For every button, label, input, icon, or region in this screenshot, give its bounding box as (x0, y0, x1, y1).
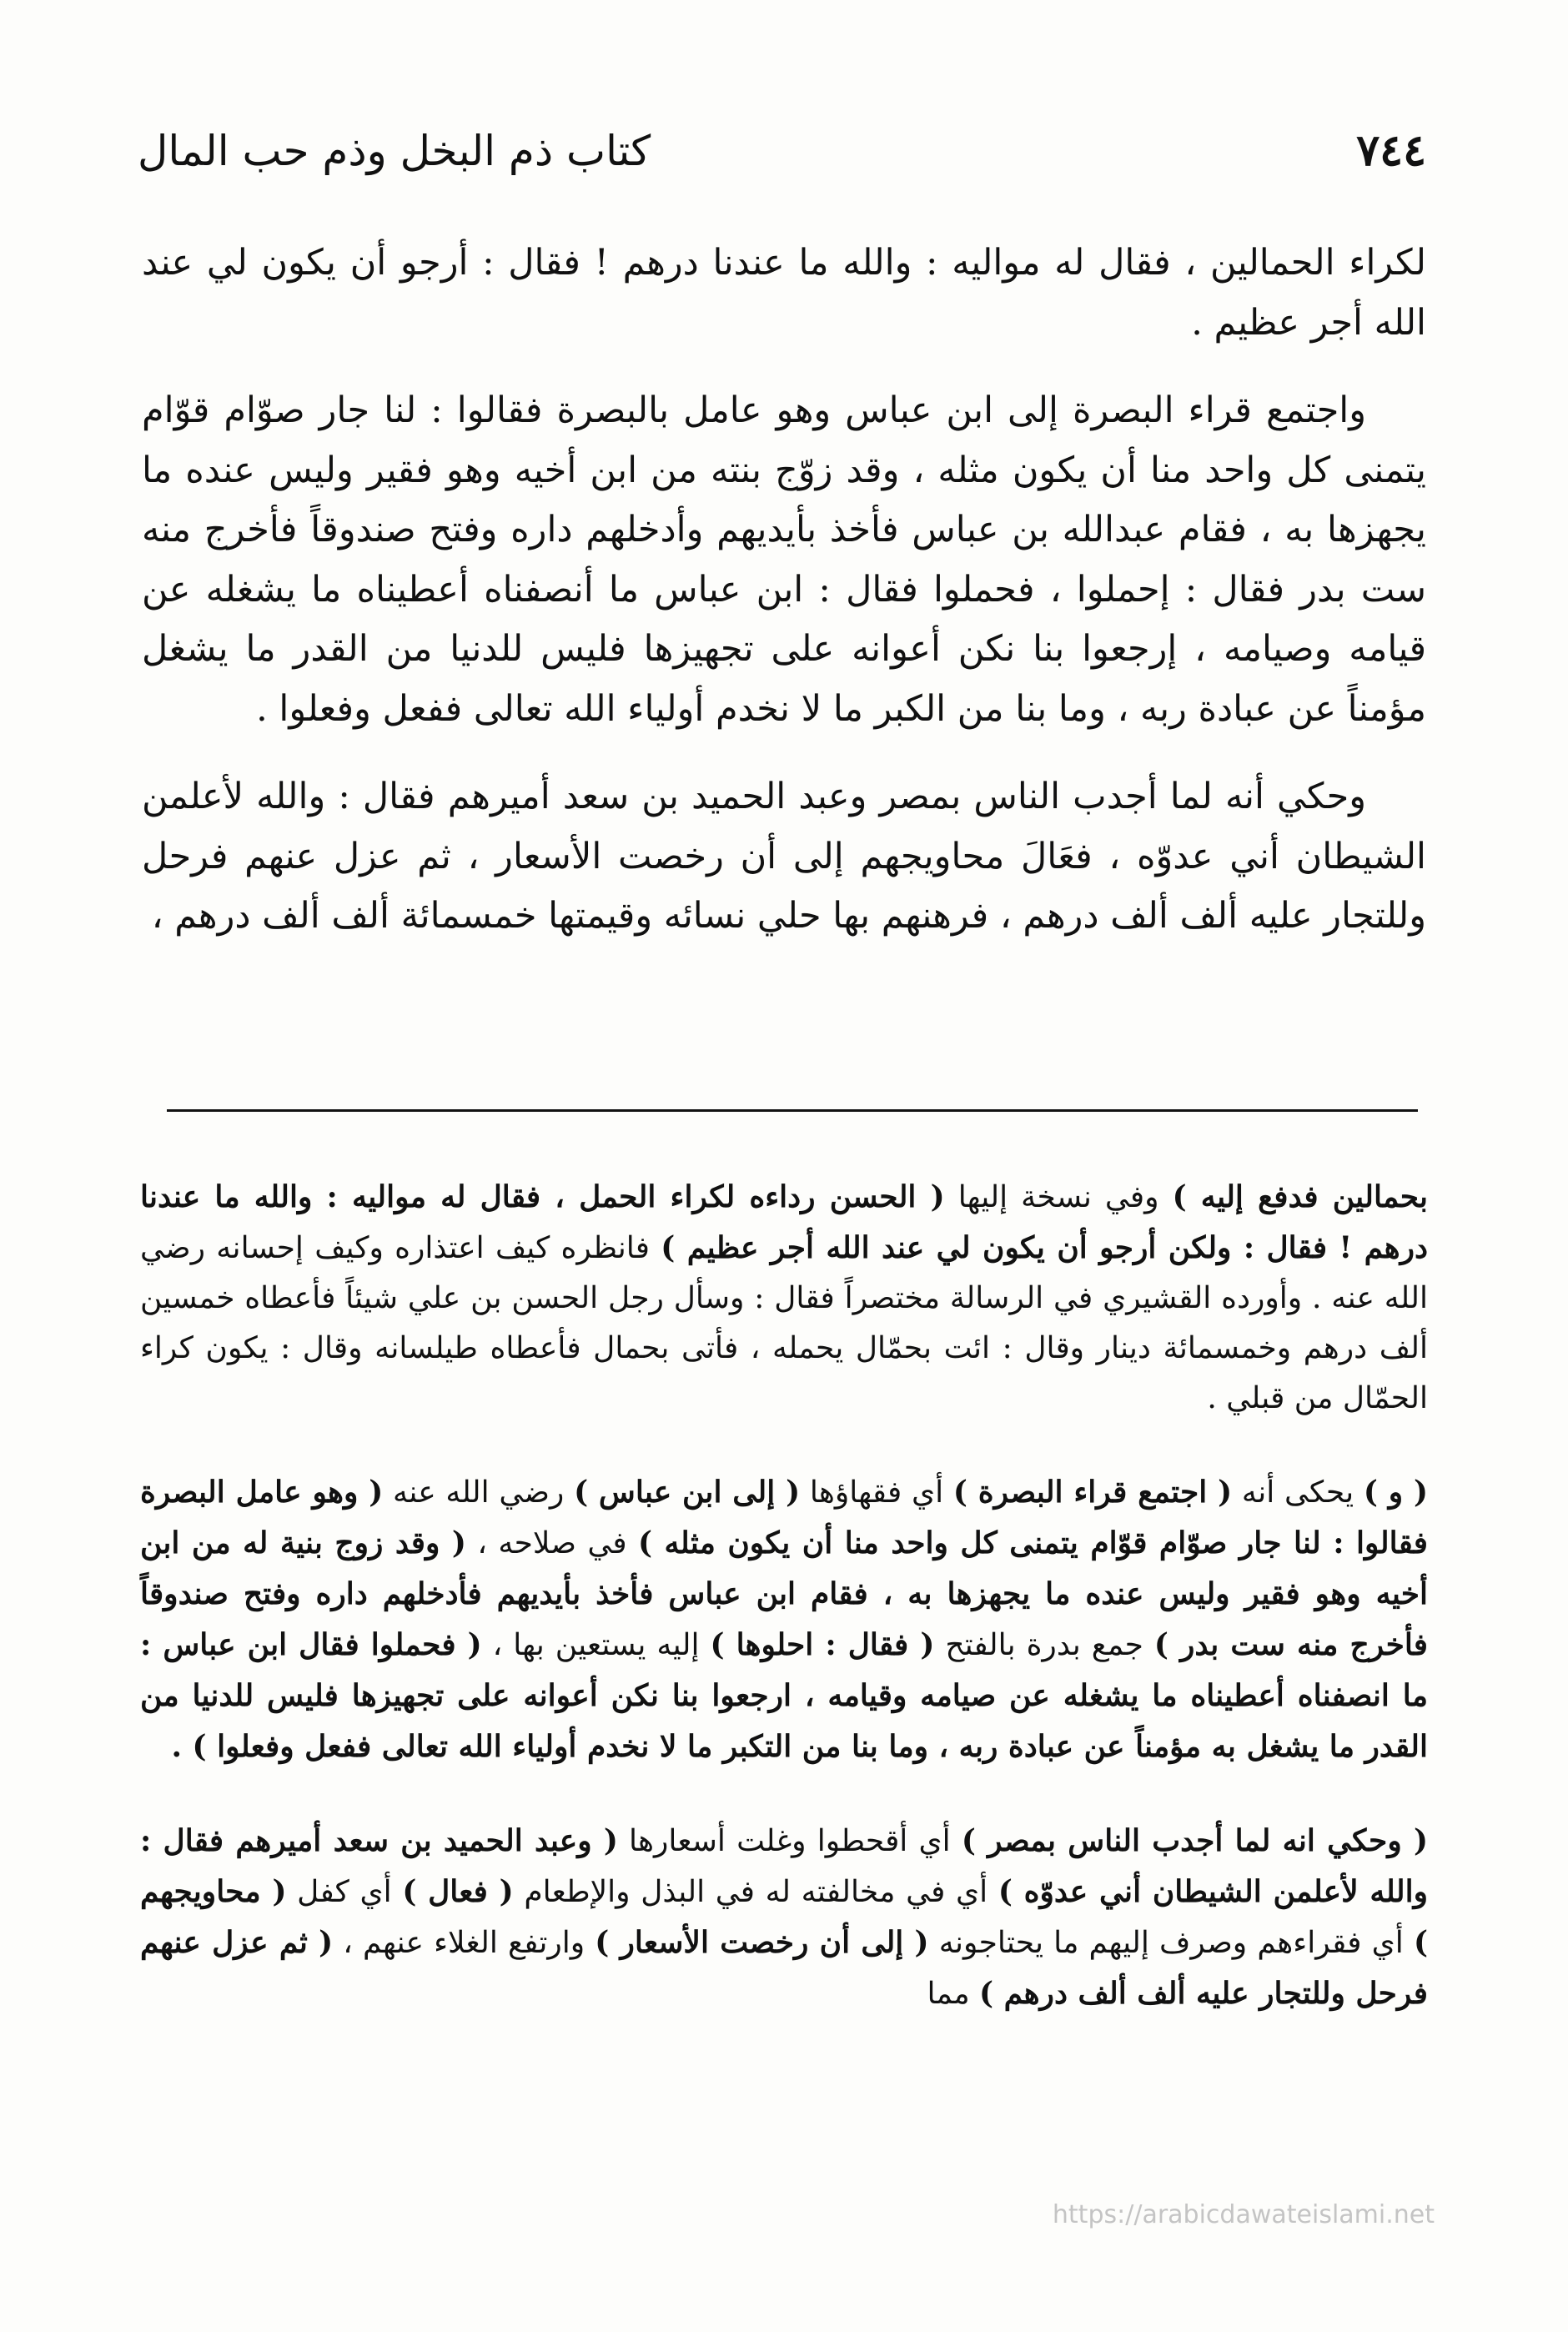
commentary (140, 1172, 1428, 2063)
main-text (142, 234, 1426, 975)
quoted-text: ( فقال : احلوها ) (710, 1627, 935, 1662)
commentary-text: أي كفل (286, 1875, 403, 1909)
commentary-text: أي أقحطوا وغلت أسعارها (617, 1824, 962, 1858)
footnote-divider (167, 1109, 1418, 1112)
main-paragraph: لكراء الحمالين ، فقال له مواليه : والله ما عندنا درهم ! فقال : أرجو أن يكون لي عند الله أجر عظيم . (142, 242, 1426, 344)
commentary-text: وارتفع الغلاء عنهم ، (333, 1926, 596, 1960)
quoted-text: ( ثم عزل عنهم فرحل وللتجار عليه ألف ألف درهم ) (140, 1925, 1428, 2011)
quoted-text: ( محاويجهم ) (140, 1874, 1428, 1960)
quoted-text: ( إلى أن رخصت الأسعار ) (595, 1925, 929, 1960)
commentary-text: أي فقراءهم وصرف إليهم ما يحتاجونه (928, 1926, 1414, 1960)
quoted-text: ( اجتمع قراء البصرة ) (952, 1475, 1233, 1510)
main-paragraph: وحكي أنه لما أجدب الناس بمصر وعبد الحميد بن سعد أميرهم فقال : والله لأعلمن الشيطان أني عدوّه ، فعَالَ محاويجهم إلى أن رخصت الأسعار ، ثم عزل عنهم فرحل وللتجار عليه ألف ألف درهم ، فرهنهم بها حلي نسائه وقيمتها خمسمائة ألف ألف درهم ، (142, 776, 1426, 937)
running-title: كتاب ذم البخل وذم حب المال (138, 127, 651, 175)
watermark-url: https://arabicdawateislami.net (1052, 2200, 1435, 2229)
commentary-text: فانظره كيف اعتذاره وكيف إحسانه رضي الله عنه . وأورده القشيري في الرسالة مختصراً فقال : وسأل رجل الحسن بن علي شيئاً فأعطاه خمسين ألف درهم وخمسمائة دينار وقال : ائت بحمّال يحمله ، فأتى بحمال فأعطاه طيلسانه وقال : يكون كراء الحمّال من قبلي . (140, 1231, 1428, 1415)
quoted-text: ( فحملوا فقال ابن عباس : ما انصفناه أعطيناه ما يشغله عن صيامه وقيامه ، ارجعوا بنا نكن أعوانه على تجهيزها فليس للدنيا من القدر ما يشغل به مؤمناً عن عبادة ربه ، وما بنا من التكبر ما لا نخدم أولياء الله تعالى ففعل وفعلوا ) . (140, 1627, 1429, 1764)
quoted-text: بحمالين فدفع إليه ) (1172, 1179, 1428, 1214)
quoted-text: ( إلى ابن عباس ) (574, 1475, 801, 1510)
quoted-text: ( وعبد الحميد بن سعد أميرهم فقال : والله لأعلمن الشيطان أني عدوّه ) (140, 1823, 1428, 1909)
quoted-text: ( فعال ) (402, 1874, 514, 1909)
quoted-text: ( وحكي انه لما أجدب الناس بمصر ) (961, 1823, 1428, 1858)
quoted-text: ( وقد زوج بنية له من ابن أخيه وهو فقير وليس عنده ما يجهزها به ، فقام ابن عباس فأخذ بأيديهم فأدخلهم داره وفتح صندوقاً فأخرج منه ست بدر ) (140, 1525, 1428, 1662)
commentary-paragraph (140, 1816, 1428, 2019)
commentary-text: مما (927, 1977, 980, 2011)
commentary-text: جمع بدرة بالفتح (934, 1628, 1154, 1662)
commentary-text: في صلاحه ، (465, 1526, 638, 1561)
commentary-text: وفي نسخة إليها (944, 1180, 1173, 1214)
page-number: ٧٤٤ (1356, 125, 1426, 176)
commentary-text: أي فقهاؤها (800, 1475, 953, 1510)
main-paragraph: واجتمع قراء البصرة إلى ابن عباس وهو عامل بالبصرة فقالوا : لنا جار صوّام قوّام يتمنى كل واحد منا أن يكون مثله ، وقد زوّج بنته من ابن أخيه وهو فقير وليس عنده ما يجهزها به ، فقام عبدالله بن عباس فأخذ بأيديهم وأدخلهم داره وفتح صندوقاً فأخرج منه ست بدر فقال : إحملوا ، فحملوا فقال : ابن عباس ما أنصفناه أعطيناه ما يشغله عن قيامه وصيامه ، إرجعوا بنا نكن أعوانه على تجهيزها فليس للدنيا من القدر ما يشغل مؤمناً عن عبادة ربه ، وما بنا من الكبر ما لا نخدم أولياء الله تعالى ففعل وفعلوا . (142, 390, 1426, 730)
commentary-text: يحكى أنه (1232, 1475, 1364, 1510)
commentary-text: أي في مخالفته له في البذل والإطعام (513, 1875, 998, 1909)
commentary-text: رضي الله عنه (383, 1475, 575, 1510)
commentary-paragraph (140, 1172, 1428, 1424)
quoted-text: ( و ) (1363, 1475, 1428, 1510)
quoted-text: ( وهو عامل البصرة فقالوا : لنا جار صوّام قوّام يتمنى كل واحد منا أن يكون مثله ) (140, 1475, 1428, 1561)
page-header (138, 125, 1426, 192)
quoted-text: ( الحسن رداءه لكراء الحمل ، فقال له مواليه : والله ما عندنا درهم ! فقال : ولكن أرجو أن يكون لي عند الله أجر عظيم ) (140, 1179, 1428, 1265)
commentary-paragraph (140, 1467, 1428, 1772)
commentary-text: إليه يستعين بها ، (481, 1628, 711, 1662)
